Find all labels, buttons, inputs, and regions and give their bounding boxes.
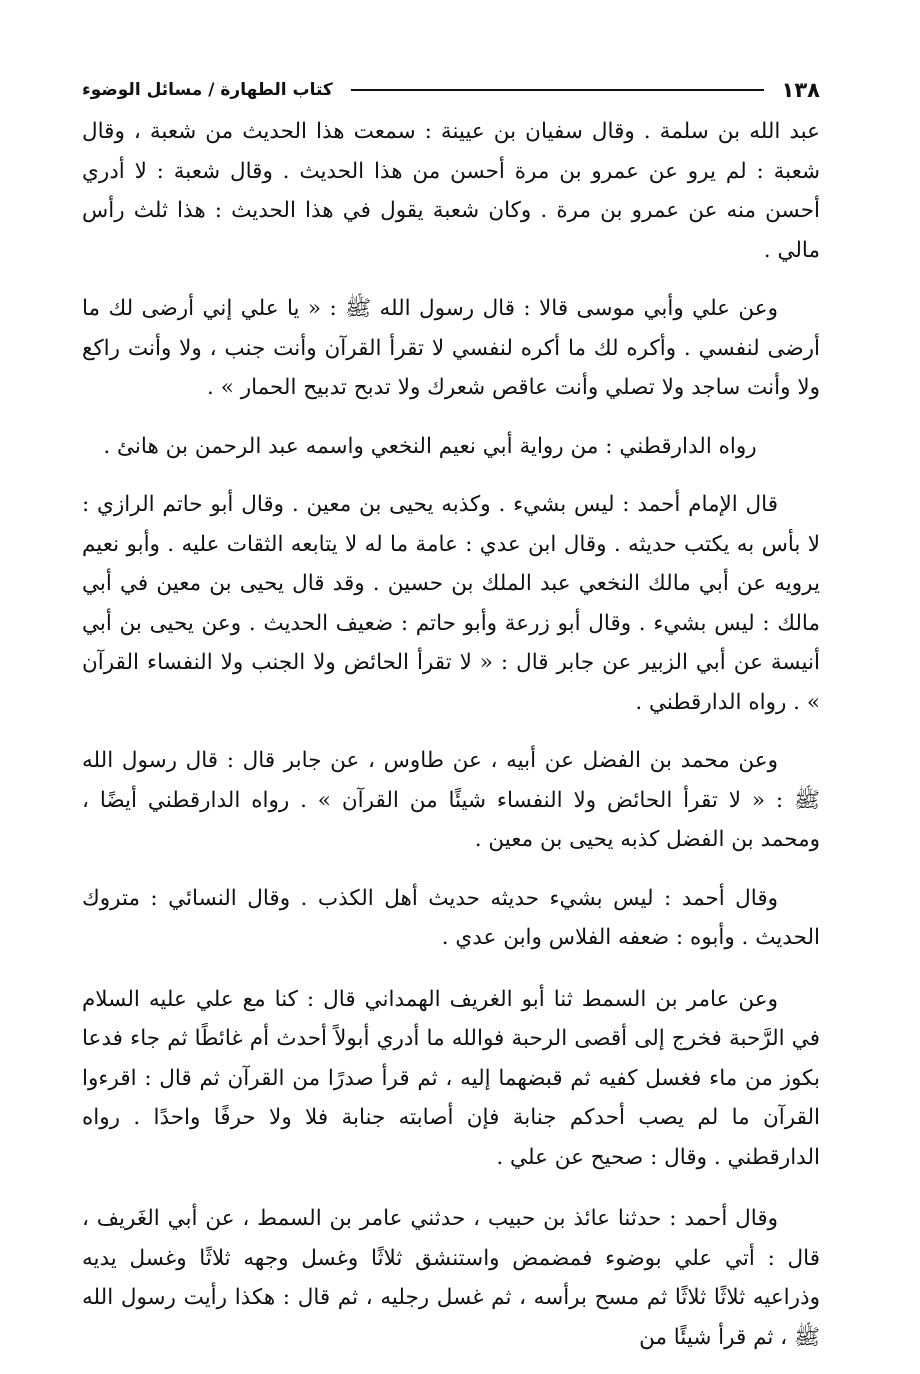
paragraph-7: وعن عامر بن السمط ثنا أبو الغريف الهمداني قال : كنا مع علي عليه السلام في الرَّحبة فخرج إلى أقصى الرحبة فوالله ما أدري أبولاً أحدث أم غائطًا ثم جاء فدعا بكوز من ماء فغسل كفيه ثم قبضهما إليه ، ثم قرأ صدرًا من القرآن ثم قال : اقرءوا القرآن ما لم يصب أحدكم جنابة فإن أصابته جنابة فلا ولا حرفًا واحدًا . رواه الدارقطني . وقال : صحيح عن علي . <box>82 986 820 1170</box>
running-header <box>82 70 820 110</box>
paragraph-4: قال الإمام أحمد : ليس بشيء . وكذبه يحيى بن معين . وقال أبو حاتم الرازي : لا بأس به يكتب حديثه . وقال ابن عدي : عامة ما له لا يتابعه الثقات عليه . وأبو نعيم يرويه عن أبي مالك النخعي عبد الملك بن حسين . وقد قال يحيى بن معين في أبي مالك : ليس بشيء . وقال أبو زرعة وأبو حاتم : ضعيف الحديث . وعن يحيى بن أبي أنيسة عن أبي الزبير عن جابر قال : « لا تقرأ الحائض ولا الجنب ولا النفساء القرآن » . رواه الدارقطني . <box>82 492 820 715</box>
paragraph-1: عبد الله بن سلمة . وقال سفيان بن عيينة : سمعت هذا الحديث من شعبة ، وقال شعبة : لم يرو عن عمرو بن مرة أحسن من هذا الحديث . وقال شعبة : لا أدري أحسن منه عن عمرو بن مرة . وكان شعبة يقول في هذا الحديث : هذا ثلث رأس مالي . <box>82 119 820 263</box>
page-number: ١٣٨ <box>781 78 820 102</box>
paragraph-3: رواه الدارقطني : من رواية أبي نعيم النخعي واسمه عبد الرحمن بن هانئ . <box>103 433 757 459</box>
body-text <box>82 112 820 1357</box>
paragraph-2: وعن علي وأبي موسى قالا : قال رسول الله ﷺ : « يا علي إني أرضى لك ما أرضى لنفسي . وأكره لك ما أكره لنفسي لا تقرأ القرآن وأنت جنب ، ولا وأنت راكع ولا وأنت ساجد ولا تصلي وأنت عاقص شعرك ولا تدبح تدبيح الحمار » . <box>82 296 820 400</box>
paragraph-5: وعن محمد بن الفضل عن أبيه ، عن طاوس ، عن جابر قال : قال رسول الله ﷺ : « لا تقرأ الحائض ولا النفساء شيئًا من القرآن » . رواه الدارقطني أيضًا ، ومحمد بن الفضل كذبه يحيى بن معين . <box>82 748 820 852</box>
paragraph-8: وقال أحمد : حدثنا عائذ بن حبيب ، حدثني عامر بن السمط ، عن أبي الغَريف ، قال : أتي علي بوضوء فمضمض واستنشق ثلاثًا وغسل وجهه ثلاثًا وغسل يديه وذراعيه ثلاثًا ثلاثًا ثم مسح برأسه ، ثم غسل رجليه ، ثم قال : هكذا رأيت رسول الله ﷺ ، ثم قرأ شيئًا من <box>82 1206 820 1350</box>
document-page <box>82 70 820 1357</box>
header-rule <box>351 89 764 91</box>
running-title: كتاب الطهارة / مسائل الوضوء <box>82 80 333 100</box>
paragraph-6: وقال أحمد : ليس بشيء حديثه حديث أهل الكذب . وقال النسائي : متروك الحديث . وأبوه : ضعفه الفلاس وابن عدي . <box>82 885 820 950</box>
